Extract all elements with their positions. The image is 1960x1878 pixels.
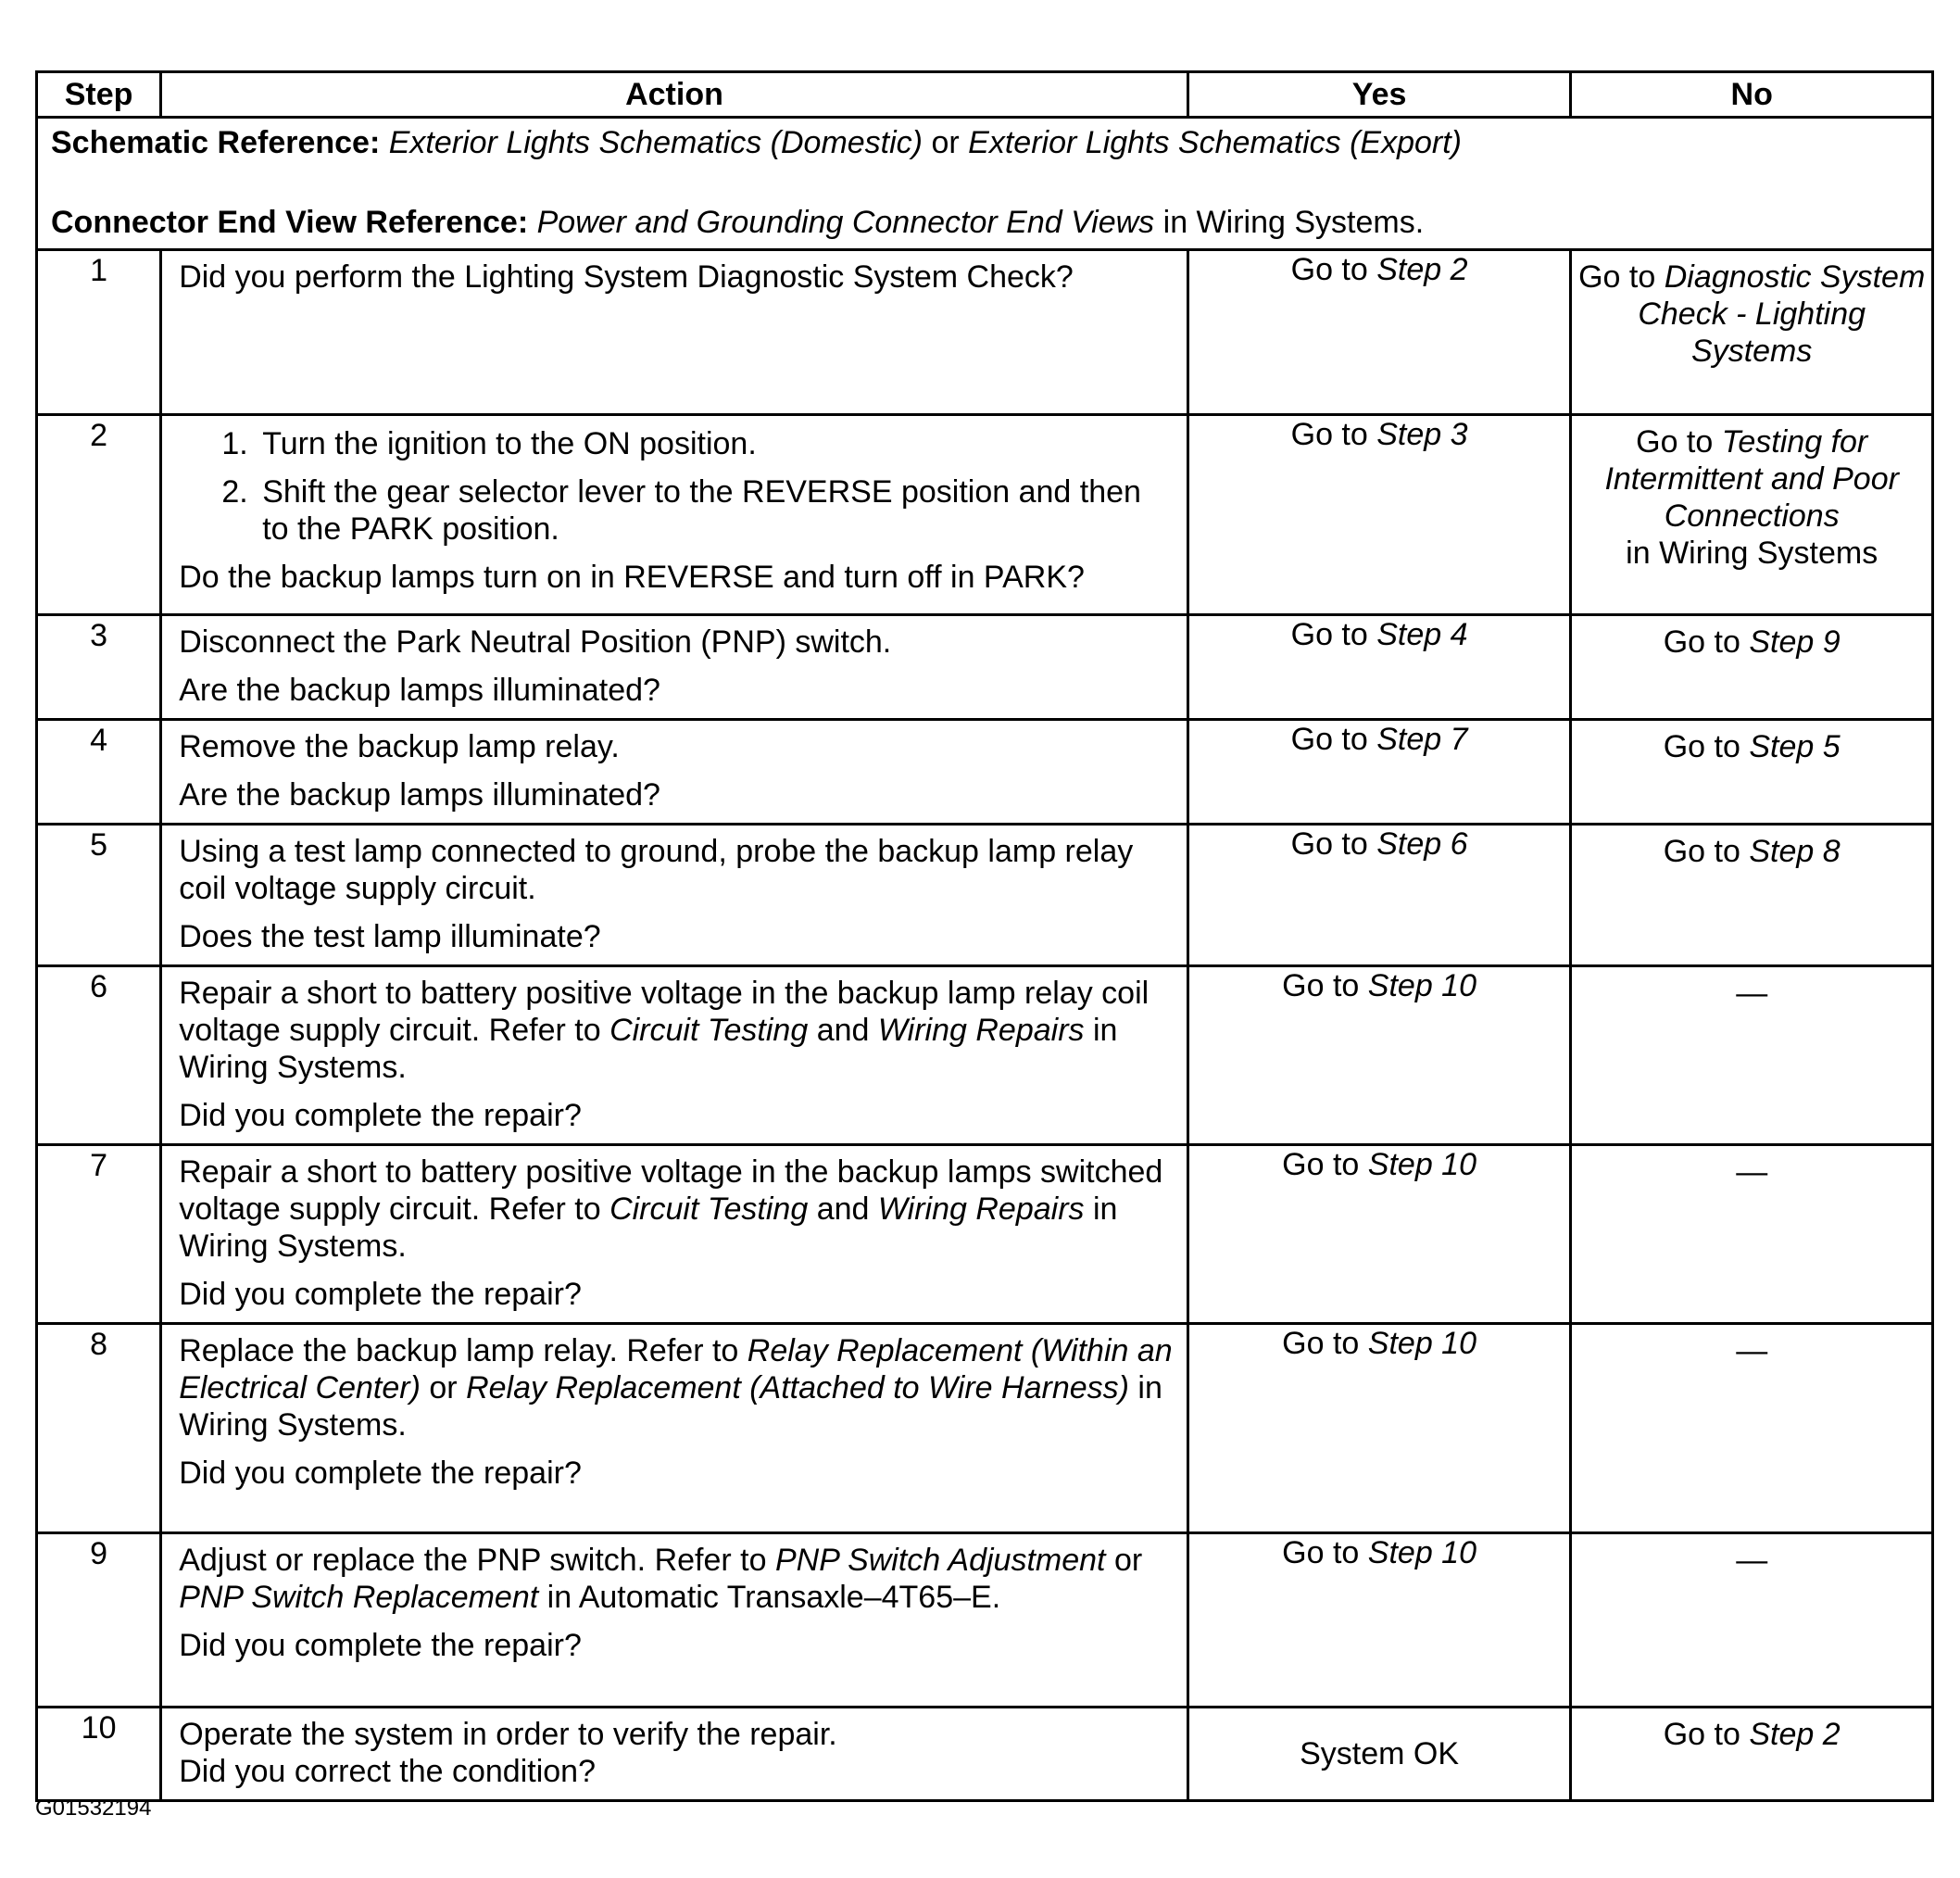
no-cell xyxy=(1571,415,1933,615)
no-cell xyxy=(1571,1324,1933,1533)
table-row xyxy=(37,615,1933,720)
go-to-text: Go to xyxy=(1290,417,1368,452)
action-text-part: Replace the backup lamp relay. Refer to xyxy=(179,1333,739,1368)
yes-cell xyxy=(1187,250,1571,415)
yes-step-ref: Step 2 xyxy=(1376,252,1468,287)
no-cell xyxy=(1571,250,1933,415)
table-row xyxy=(37,720,1933,825)
step-number: 5 xyxy=(37,825,161,966)
action-question: Did you complete the repair? xyxy=(179,1628,582,1663)
yes-cell xyxy=(1187,1708,1571,1801)
yes-cell xyxy=(1187,720,1571,825)
header-no: No xyxy=(1571,72,1933,118)
action-text-part: or xyxy=(429,1370,458,1405)
action-question: Do the backup lamps turn on in REVERSE and turn off in PARK? xyxy=(179,560,1085,595)
action-question: Did you correct the condition? xyxy=(179,1754,596,1789)
action-question: Are the backup lamps illuminated? xyxy=(179,777,660,813)
yes-step-ref: Step 10 xyxy=(1367,1147,1477,1182)
action-list xyxy=(179,425,1174,548)
action-question: Did you perform the Lighting System Diagnostic System Check? xyxy=(179,259,1074,295)
step-number: 7 xyxy=(37,1145,161,1324)
yes-cell xyxy=(1187,615,1571,720)
no-doc-ref: Diagnostic System Check - Lighting Systems xyxy=(1638,259,1926,369)
action-text-part: in Automatic Transaxle–4T65–E. xyxy=(547,1580,1001,1615)
action-cell xyxy=(161,1708,1188,1801)
action-text-part: in Wiring Systems. xyxy=(179,1370,1162,1443)
table-header-row xyxy=(37,72,1933,118)
no-cell xyxy=(1571,1145,1933,1324)
table-row xyxy=(37,1324,1933,1533)
step-number: 6 xyxy=(37,966,161,1145)
yes-cell xyxy=(1187,825,1571,966)
action-text xyxy=(179,975,1174,1086)
go-to-text: Go to xyxy=(1290,826,1368,862)
action-text xyxy=(179,1542,1174,1616)
action-question: Did you complete the repair? xyxy=(179,1277,582,1312)
schematic-reference xyxy=(51,124,1918,161)
no-doc-suffix: in Wiring Systems xyxy=(1626,536,1878,571)
step-number: 8 xyxy=(37,1324,161,1533)
go-to-text: Go to xyxy=(1290,252,1368,287)
references-row xyxy=(37,118,1933,250)
action-text: Remove the backup lamp relay. xyxy=(179,729,620,764)
schematic-link-domestic: Exterior Lights Schematics (Domestic) xyxy=(388,125,923,160)
schematic-reference-label: Schematic Reference: xyxy=(51,125,381,160)
yes-cell xyxy=(1187,1533,1571,1708)
list-item: 2. Shift the gear selector lever to the REVERSE position and then to the PARK position. xyxy=(257,473,1174,548)
go-to-text: Go to xyxy=(1663,624,1740,660)
step-number: 1 xyxy=(37,250,161,415)
yes-step-ref: Step 6 xyxy=(1376,826,1468,862)
step-number: 3 xyxy=(37,615,161,720)
doc-ref: Relay Replacement (Within an Electrical Center) xyxy=(179,1333,1173,1405)
action-text xyxy=(179,1332,1174,1443)
step-number: 10 xyxy=(37,1708,161,1801)
action-cell xyxy=(161,1145,1188,1324)
connector-reference-label: Connector End View Reference: xyxy=(51,205,529,240)
table-row xyxy=(37,1708,1933,1801)
figure-id: G01532194 xyxy=(35,1796,152,1821)
doc-ref: Circuit Testing xyxy=(609,1013,809,1048)
action-cell xyxy=(161,415,1188,615)
table-row xyxy=(37,1145,1933,1324)
action-text-part: in Wiring Systems. xyxy=(179,1191,1118,1264)
step-number: 4 xyxy=(37,720,161,825)
no-cell xyxy=(1571,1533,1933,1708)
action-text: Using a test lamp connected to ground, probe the backup lamp relay coil voltage supply circuit. xyxy=(179,834,1134,906)
header-action: Action xyxy=(161,72,1188,118)
action-cell xyxy=(161,1324,1188,1533)
go-to-text: Go to xyxy=(1636,424,1714,460)
no-dash: — xyxy=(1736,1154,1768,1190)
doc-ref: Relay Replacement (Attached to Wire Harness) xyxy=(466,1370,1129,1405)
doc-ref: Wiring Repairs xyxy=(877,1013,1085,1048)
no-cell xyxy=(1571,966,1933,1145)
no-dash: — xyxy=(1736,976,1768,1011)
table-row xyxy=(37,415,1933,615)
yes-step-ref: Step 10 xyxy=(1367,1326,1477,1361)
go-to-text: Go to xyxy=(1290,617,1368,652)
yes-step-ref: Step 7 xyxy=(1376,722,1468,757)
no-step-ref: Step 2 xyxy=(1749,1717,1841,1752)
action-cell xyxy=(161,615,1188,720)
action-question: Are the backup lamps illuminated? xyxy=(179,673,660,708)
no-cell xyxy=(1571,720,1933,825)
action-cell xyxy=(161,720,1188,825)
references-cell xyxy=(37,118,1933,250)
step-number: 2 xyxy=(37,415,161,615)
schematic-link-export: Exterior Lights Schematics (Export) xyxy=(968,125,1462,160)
action-text-part: and xyxy=(816,1013,870,1048)
diagnostic-table xyxy=(35,70,1934,1802)
go-to-text: Go to xyxy=(1663,729,1740,764)
go-to-text: Go to xyxy=(1290,722,1368,757)
header-step: Step xyxy=(37,72,161,118)
action-text-part: Repair a short to battery positive voltage in the backup lamps switched voltage supply circuit. Refer to xyxy=(179,1154,1163,1227)
no-cell xyxy=(1571,615,1933,720)
yes-cell xyxy=(1187,966,1571,1145)
action-text-part: in Wiring Systems. xyxy=(179,1013,1118,1085)
action-text-part: or xyxy=(1113,1543,1143,1578)
table-row xyxy=(37,250,1933,415)
action-text: Disconnect the Park Neutral Position (PNP) switch. xyxy=(179,624,892,660)
list-item: 1. Turn the ignition to the ON position. xyxy=(257,425,1174,462)
no-step-ref: Step 9 xyxy=(1749,624,1841,660)
no-step-ref: Step 8 xyxy=(1749,834,1841,869)
go-to-text: Go to xyxy=(1282,1326,1360,1361)
no-cell xyxy=(1571,825,1933,966)
yes-cell xyxy=(1187,1145,1571,1324)
connector-suffix: in Wiring Systems. xyxy=(1162,205,1425,240)
no-dash: — xyxy=(1736,1333,1768,1368)
table-row xyxy=(37,825,1933,966)
table-row xyxy=(37,1533,1933,1708)
yes-step-ref: Step 4 xyxy=(1376,617,1468,652)
go-to-text: Go to xyxy=(1578,259,1656,295)
go-to-text: Go to xyxy=(1282,1147,1360,1182)
go-to-text: Go to xyxy=(1282,968,1360,1003)
no-dash: — xyxy=(1736,1543,1768,1578)
doc-ref: Circuit Testing xyxy=(609,1191,809,1227)
no-step-ref: Step 5 xyxy=(1749,729,1841,764)
header-yes: Yes xyxy=(1187,72,1571,118)
action-text xyxy=(179,1153,1174,1265)
action-cell xyxy=(161,966,1188,1145)
connector-reference xyxy=(51,204,1918,241)
action-question: Did you complete the repair? xyxy=(179,1098,582,1133)
or-text: or xyxy=(931,125,960,160)
yes-step-ref: Step 10 xyxy=(1367,1535,1477,1570)
action-text: Operate the system in order to verify the repair. xyxy=(179,1717,837,1752)
connector-end-views-link: Power and Grounding Connector End Views xyxy=(536,205,1155,240)
no-doc-ref: Testing for Intermittent and Poor Connections xyxy=(1604,424,1899,534)
action-text-part: Adjust or replace the PNP switch. Refer to xyxy=(179,1543,767,1578)
action-cell xyxy=(161,1533,1188,1708)
action-question: Does the test lamp illuminate? xyxy=(179,919,601,954)
yes-cell xyxy=(1187,1324,1571,1533)
yes-step-ref: Step 3 xyxy=(1376,417,1468,452)
yes-cell xyxy=(1187,415,1571,615)
action-text-part: and xyxy=(816,1191,870,1227)
action-question: Did you complete the repair? xyxy=(179,1456,582,1491)
yes-step-ref: Step 10 xyxy=(1367,968,1477,1003)
action-cell xyxy=(161,250,1188,415)
go-to-text: Go to xyxy=(1663,1717,1740,1752)
go-to-text: Go to xyxy=(1663,834,1740,869)
step-number: 9 xyxy=(37,1533,161,1708)
go-to-text: Go to xyxy=(1282,1535,1360,1570)
no-cell xyxy=(1571,1708,1933,1801)
doc-ref: PNP Switch Adjustment xyxy=(774,1543,1106,1578)
action-text-part: Repair a short to battery positive voltage in the backup lamp relay coil voltage supply circuit. Refer to xyxy=(179,976,1150,1048)
system-ok-text: System OK xyxy=(1300,1736,1460,1771)
action-cell xyxy=(161,825,1188,966)
doc-ref: PNP Switch Replacement xyxy=(179,1580,539,1615)
table-row xyxy=(37,966,1933,1145)
doc-ref: Wiring Repairs xyxy=(877,1191,1085,1227)
